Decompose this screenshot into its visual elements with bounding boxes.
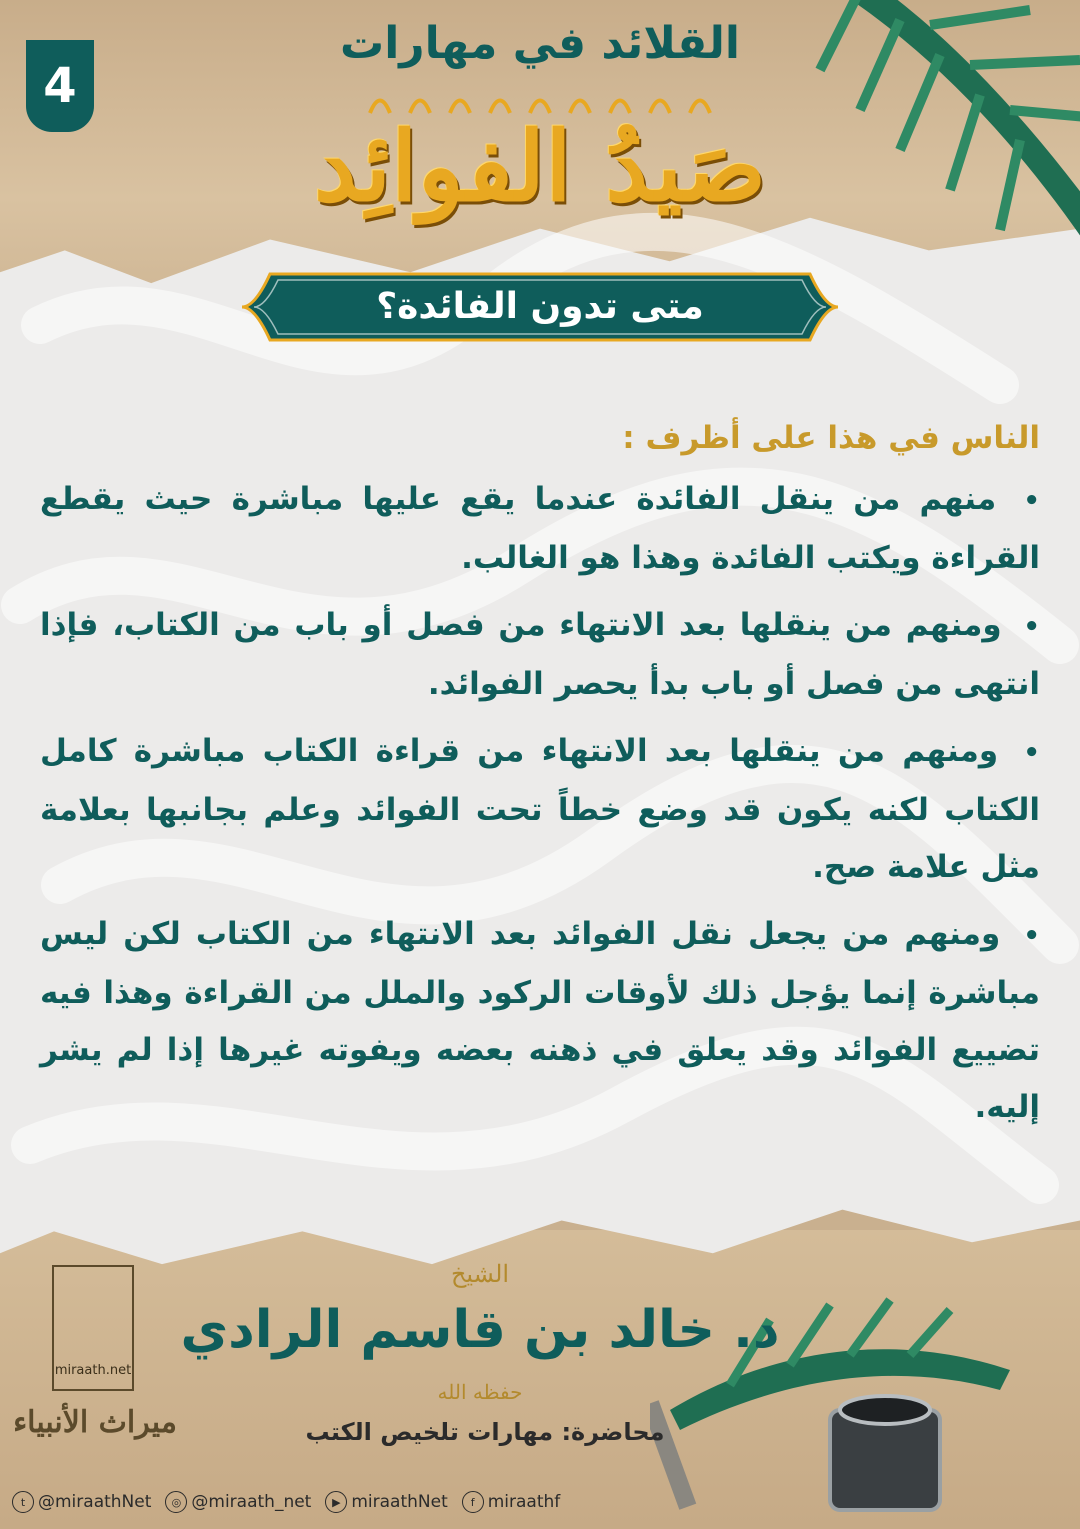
episode-number-badge: 4 <box>26 40 94 132</box>
social-handle: miraathNet <box>351 1492 448 1512</box>
social-youtube[interactable] <box>325 1491 447 1513</box>
social-instagram[interactable] <box>165 1491 311 1513</box>
youtube-icon: ▶ <box>325 1491 347 1513</box>
point-1 <box>40 471 1040 587</box>
point-4 <box>40 906 1040 1136</box>
social-links <box>12 1487 560 1517</box>
sheikh-name: د. خالد بن قاسم الرادي <box>180 1300 780 1360</box>
logo-url[interactable]: miraath.net <box>54 1363 132 1378</box>
point-text: منهم من ينقل الفائدة عندما يقع عليها مباشرة حيث يقطع القراءة ويكتب الفائدة وهذا هو الغالب. <box>40 481 1040 576</box>
point-text: ومنهم من يجعل نقل الفوائد بعد الانتهاء من الكتاب لكن ليس مباشرة إنما يؤجل ذلك لأوقات الركود والملل من القراءة وهذا فيه تضييع الفوائد وقد يعلق في ذهنه بعضه ويفوته غيرها إذا لم يشر إليه. <box>40 916 1040 1125</box>
social-handle: miraathf <box>487 1492 561 1512</box>
bullet-icon: • <box>1023 738 1040 768</box>
social-handle: @miraathNet <box>38 1492 152 1512</box>
facebook-icon: f <box>462 1491 484 1513</box>
lecture-title: محاضرة: مهارات تلخيص الكتب <box>305 1418 665 1446</box>
series-title: القلائد في مهارات <box>339 18 741 69</box>
bullet-icon: • <box>1023 612 1041 642</box>
point-text: ومنهم من ينقلها بعد الانتهاء من فصل أو باب من الكتاب، فإذا انتهى من فصل أو باب بدأ يحصر الفوائد. <box>40 607 1040 702</box>
sheikh-label: الشيخ <box>450 1260 510 1288</box>
logo-name: ميراث الأنبياء <box>13 1405 177 1440</box>
honorific: حفظه الله <box>437 1380 523 1404</box>
main-content <box>40 410 1040 1146</box>
ink-jar-illustration <box>810 1370 960 1520</box>
intro-line: الناس في هذا على أظرف : <box>622 420 1040 456</box>
main-title: صَيدُ الفوائِد <box>313 110 767 223</box>
social-twitter[interactable] <box>12 1491 151 1513</box>
point-2 <box>40 597 1040 713</box>
point-text: ومنهم من ينقلها بعد الانتهاء من قراءة الكتاب مباشرة كامل الكتاب لكنه يكون قد وضع خطاً تحت الفوائد وعلم بجانبها بعلامة مثل علامة صح. <box>40 733 1040 885</box>
question-heading: متى تدون الفائدة؟ <box>376 286 704 327</box>
bullet-icon: • <box>1023 486 1040 516</box>
bullet-icon: • <box>1023 921 1040 951</box>
twitter-icon: t <box>12 1491 34 1513</box>
instagram-icon: ◎ <box>165 1491 187 1513</box>
point-3 <box>40 723 1040 896</box>
social-handle: @miraath_net <box>191 1492 312 1512</box>
social-facebook[interactable] <box>462 1491 561 1513</box>
